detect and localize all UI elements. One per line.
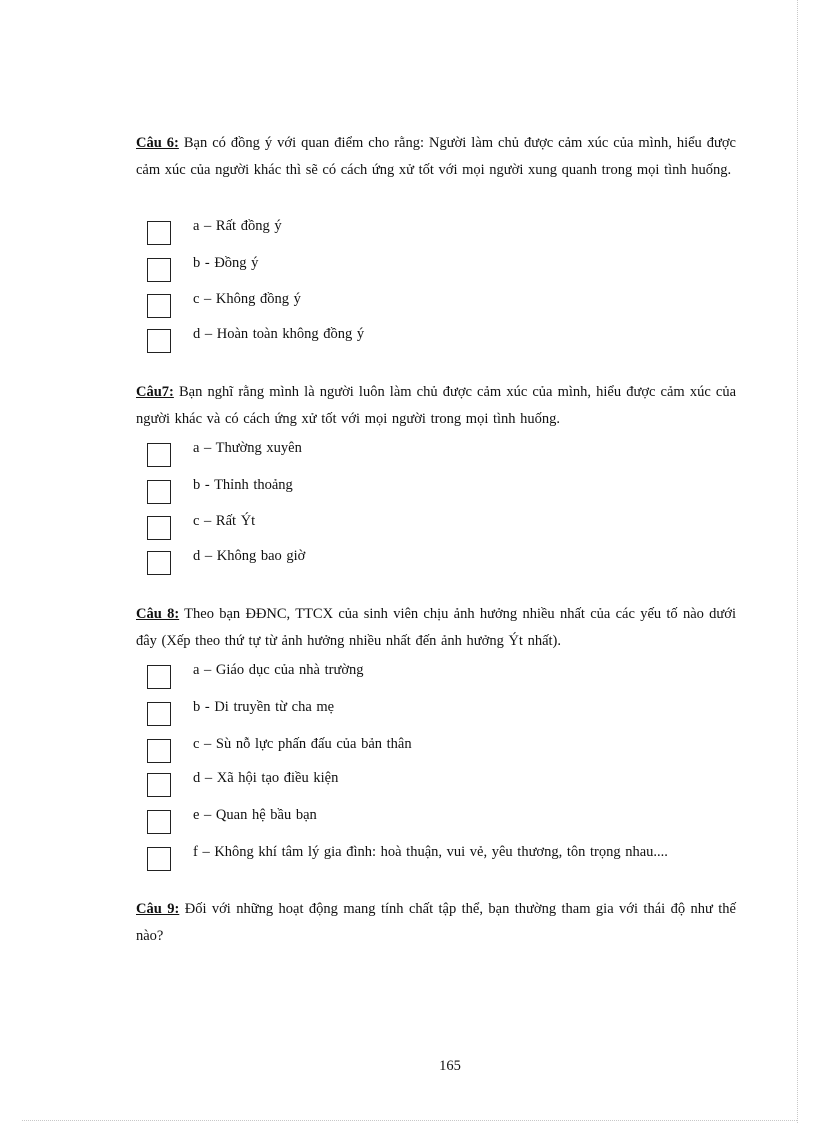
page-number: 165 <box>439 1058 461 1074</box>
question-8-text <box>136 601 736 655</box>
checkbox-q8-e[interactable] <box>147 810 171 834</box>
option-label-q6-a: a – Rất đồng ý <box>193 218 282 234</box>
question-7-text <box>136 379 736 433</box>
option-label-q8-b: b - Di truyền từ cha mẹ <box>193 699 335 715</box>
option-label-q7-d: d – Không bao giờ <box>193 548 306 564</box>
option-label-q7-c: c – Rất Ýt <box>193 513 256 529</box>
checkbox-q6-d[interactable] <box>147 329 171 353</box>
question-8-heading: Câu 8: <box>136 606 180 622</box>
question-9-body: Đối với những hoạt động mang tính chất tập thể, bạn thường tham gia với thái độ như thế nào? <box>136 901 736 944</box>
checkbox-q8-c[interactable] <box>147 739 171 763</box>
option-label-q8-a: a – Giáo dục của nhà trường <box>193 662 364 678</box>
question-7-heading: Câu7: <box>136 384 174 400</box>
question-8-body: Theo bạn ĐĐNC, TTCX của sinh viên chịu ảnh hưởng nhiều nhất của các yếu tố nào dưới đây (Xếp theo thứ tự từ ảnh hưởng nhiều nhất đến ảnh hưởng Ýt nhất). <box>136 606 736 649</box>
question-7-body: Bạn nghĩ rằng mình là người luôn làm chủ được cảm xúc của mình, hiểu được cảm xúc của người khác và có cách ứng xử tốt với mọi người trong mọi tình huống. <box>136 384 736 427</box>
option-label-q7-a: a – Thường xuyên <box>193 440 302 456</box>
checkbox-q6-b[interactable] <box>147 258 171 282</box>
option-label-q6-c: c – Không đồng ý <box>193 291 301 307</box>
checkbox-q7-a[interactable] <box>147 443 171 467</box>
page-bottom-border <box>22 1120 797 1121</box>
option-label-q8-e: e – Quan hệ bầu bạn <box>193 807 317 823</box>
question-6-heading: Câu 6: <box>136 135 179 151</box>
option-label-q6-b: b - Đồng ý <box>193 255 259 271</box>
checkbox-q8-b[interactable] <box>147 702 171 726</box>
question-6-text <box>136 130 736 184</box>
checkbox-q8-d[interactable] <box>147 773 171 797</box>
checkbox-q7-b[interactable] <box>147 480 171 504</box>
option-label-q7-b: b - Thỉnh thoảng <box>193 477 293 493</box>
option-label-q6-d: d – Hoàn toàn không đồng ý <box>193 326 365 342</box>
question-9-text <box>136 896 736 950</box>
page-right-border <box>797 0 798 1123</box>
checkbox-q8-f[interactable] <box>147 847 171 871</box>
option-label-q8-c: c – Sù nỗ lực phấn đấu của bản thân <box>193 736 412 752</box>
checkbox-q7-c[interactable] <box>147 516 171 540</box>
option-label-q8-d: d – Xã hội tạo điều kiện <box>193 770 339 786</box>
option-label-q8-f: f – Không khí tâm lý gia đình: hoà thuận, vui vẻ, yêu thương, tôn trọng nhau.... <box>193 844 668 860</box>
question-6-body: Bạn có đồng ý với quan điểm cho rằng: Người làm chủ được cảm xúc của mình, hiểu được cảm xúc của người khác thì sẽ có cách ứng xử tốt với mọi người xung quanh trong mọi tình huống. <box>136 135 736 178</box>
checkbox-q6-c[interactable] <box>147 294 171 318</box>
question-9-heading: Câu 9: <box>136 901 180 917</box>
checkbox-q7-d[interactable] <box>147 551 171 575</box>
checkbox-q8-a[interactable] <box>147 665 171 689</box>
checkbox-q6-a[interactable] <box>147 221 171 245</box>
